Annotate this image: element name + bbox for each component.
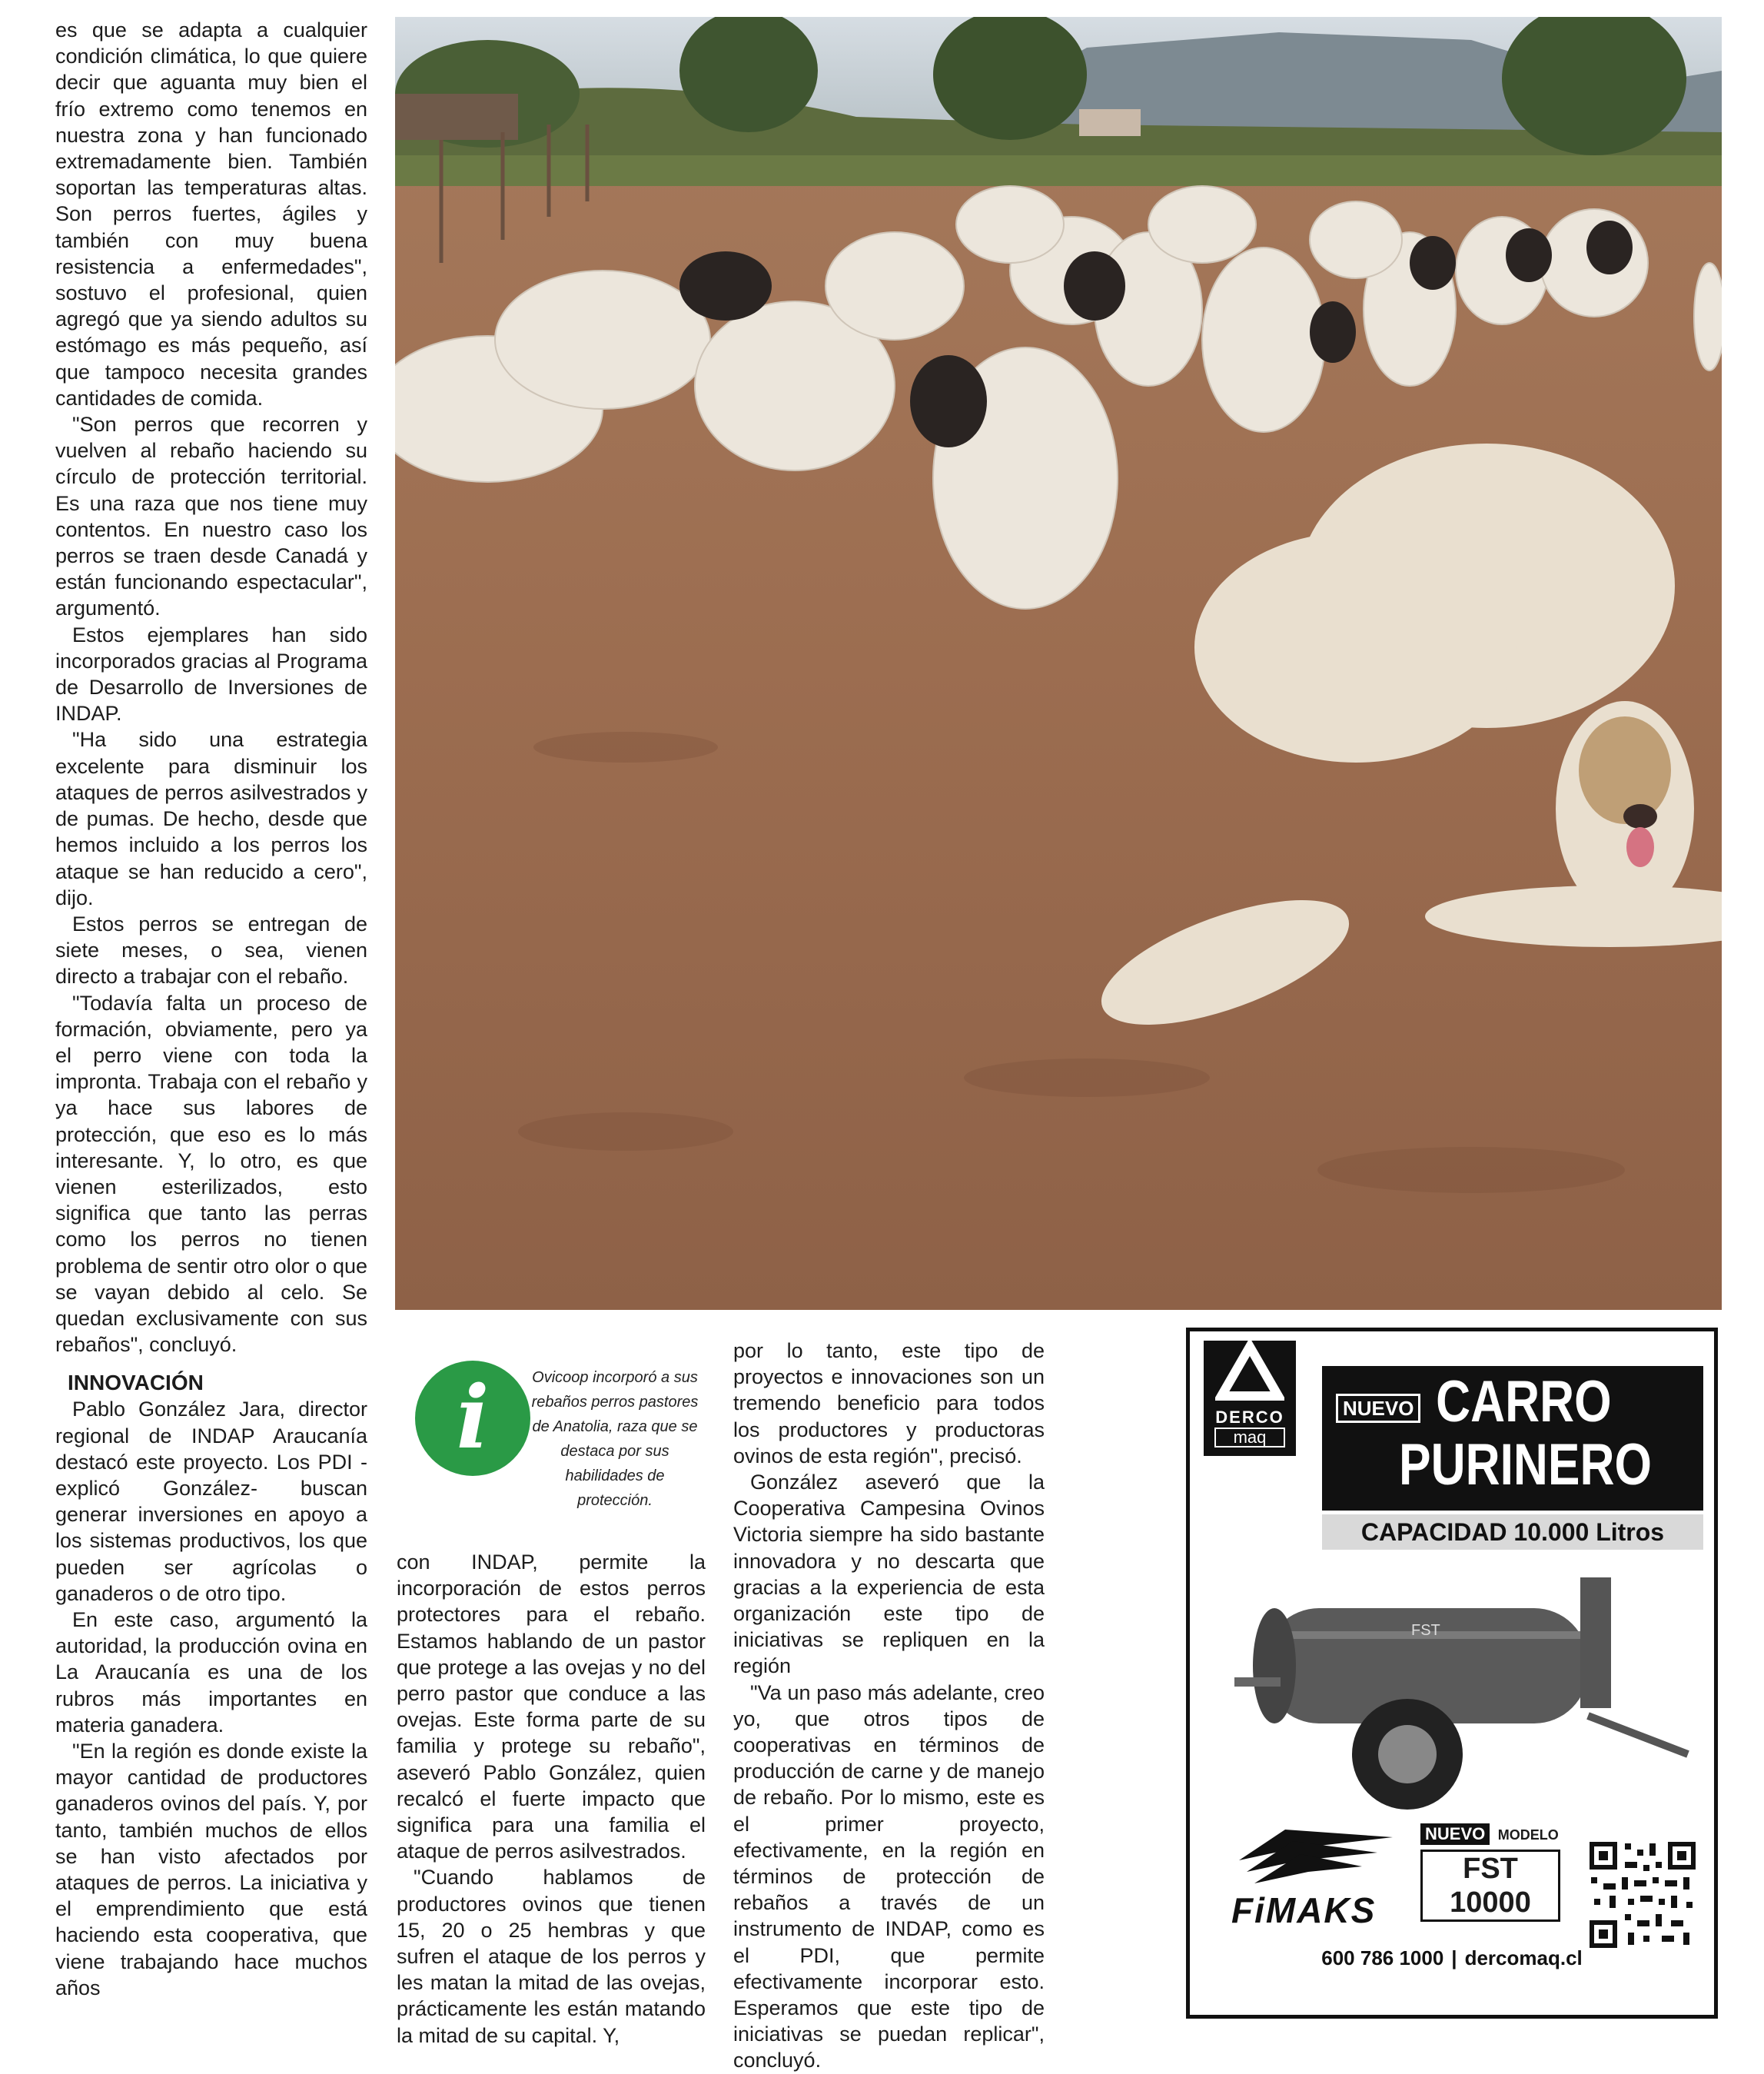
article-column-1 [55,17,367,2001]
maq-brand-text: maq [1214,1428,1285,1447]
paragraph: "Va un paso más adelante, creo yo, que otros tipos de cooperativas en términos de producción de carne y de manejo de rebaño. Por lo mismo, este es el primer proyecto, efectivamente, en la región en términos de protección de rebaños a través de un instrumento de INDAP, como es el PDI, que permite efectivamente incorporar esto. Esperamos que este tipo de iniciativas se puedan replicar", concluyó. [733,1680,1045,2072]
paragraph: "Cuando hablamos de productores ovinos que tienen 15, 20 o 25 hembras y que sufren el ataque de los perros y les matan la mitad de las ovejas, prácticamente les están matando la mitad de su capital. Y, [397,1866,706,2047]
nuevo-badge: NUEVO [1336,1394,1420,1423]
model-label: MODELO [1497,1827,1559,1843]
website: dercomaq.cl [1464,1946,1583,1969]
sheep-and-guard-dog-photo [395,17,1722,1310]
fimaks-logo [1231,1830,1400,1937]
paragraph: "Ha sido una estrategia excelente para disminuir los ataques de perros asilvestrados y de pumas. De hecho, desde que hemos incluido a los perros los ataque se han reducido a cero", dijo. [55,728,367,909]
ad-contact-line [1190,1946,1714,1970]
paragraph: Pablo González Jara, director regional de INDAP Araucanía destacó este proyecto. Los PDI - explicó González- buscan generar inversiones en apoyo a los sistemas productivos, los que pueden ser agrícolas o ganaderos o de otro tipo. [55,1398,367,1605]
paragraph: En este caso, argumentó la autoridad, la producción ovina en La Araucanía es una de los rubros más importantes en materia ganadera. [55,1607,367,1737]
slurry-tanker-image [1219,1562,1696,1816]
paragraph: con INDAP, permite la incorporación de estos perros protectores para el rebaño. Estamos hablando de un pastor que protege a las ovejas y no del perro pastor que conduce a las ovejas. Este forma parte de su familia y protege su rebaño", aseveró Pablo González, quien recalcó el fuerte impacto que significa para una familia el ataque de perros asilvestrados. [397,1551,706,1863]
paragraph: "En la región es donde existe la mayor cantidad de productores ganaderos ovinos del país. Y, por tanto, también muchos de ellos se han visto afectados por ataques de perros. La iniciativa y el emprendimiento que está haciendo esta cooperativa, que viene trabajando hace muchos años [55,1740,367,1999]
phone-number: 600 786 1000 [1321,1946,1444,1969]
article-column-2 [397,1549,706,2049]
dercomaq-advertisement [1186,1328,1718,2019]
paragraph: "Todavía falta un proceso de formación, obviamente, pero ya el perro viene con toda la impronta. Trabaja con el rebaño y ya hace sus labores de protección, que eso es lo más interesante. Y, lo otro, es que vienen esterilizados, esto significa que tanto las perras como los perros no tienen problema de sentir otro olor o que se vayan debido al celo. Se quedan exclusivamente con sus rebaños", concluyó. [55,991,367,1357]
paragraph: por lo tanto, este tipo de proyectos e innovaciones son un tremendo beneficio para todos los productores y productoras ovinos de esta región", precisó. [733,1339,1045,1467]
derco-logo [1204,1341,1296,1456]
model-nuevo-badge: NUEVO [1420,1823,1490,1845]
paragraph: González aseveró que la Cooperativa Campesina Ovinos Victoria siempre ha sido bastante innovadora y no descarta que gracias a la experiencia de esta organización este tipo de iniciativas se repliquen en la región [733,1471,1045,1678]
model-box [1420,1823,1574,1922]
paragraph: "Son perros que recorren y vuelven al rebaño haciendo su círculo de protección territorial. Es una raza que nos tiene muy contentos. En nuestro caso los perros se traen desde Canadá y están funcionando espectacular", argumentó. [55,413,367,620]
ad-title: CARRO PURINERO [1399,1369,1652,1497]
paragraph: es que se adapta a cualquier condición climática, lo que quiere decir que aguanta muy bien el frío extremo como tenemos en nuestra zona y han funcionado extremadamente bien. También soportan las temperaturas altas. Son perros fuertes, ágiles y también con muy buena resistencia a enfermedades", sostuvo el profesional, quien agregó que ya siendo adultos su estómago es más pequeño, así que tampoco necesita grandes cantidades de comida. [55,18,367,410]
fimaks-wordmark: FiMAKS [1231,1890,1377,1930]
capacity-label: CAPACIDAD 10.000 Litros [1322,1514,1703,1550]
derco-brand-text: DERCO [1215,1408,1284,1427]
paragraph: Estos perros se entregan de siete meses, o sea, vienen directo a trabajar con el rebaño. [55,912,367,989]
model-number: FST 10000 [1420,1850,1560,1922]
info-icon: i [415,1361,530,1476]
subheading-innovacion: INNOVACIÓN [68,1371,204,1395]
fimaks-wing-icon [1231,1830,1400,1891]
derco-logo-icon [1215,1341,1284,1402]
paragraph: Estos ejemplares han sido incorporados gracias al Programa de Desarrollo de Inversiones de INDAP. [55,623,367,726]
contact-separator: | [1451,1946,1457,1969]
photo-caption: Ovicoop incorporó a sus rebaños perros pastores de Anatolia, raza que se destaca por sus habilidades de protección. [531,1369,699,1509]
qr-code [1586,1839,1699,1951]
article-column-3 [733,1338,1045,2074]
tank-brand-text: FST [1411,1622,1440,1639]
ad-headline-box [1322,1366,1703,1511]
